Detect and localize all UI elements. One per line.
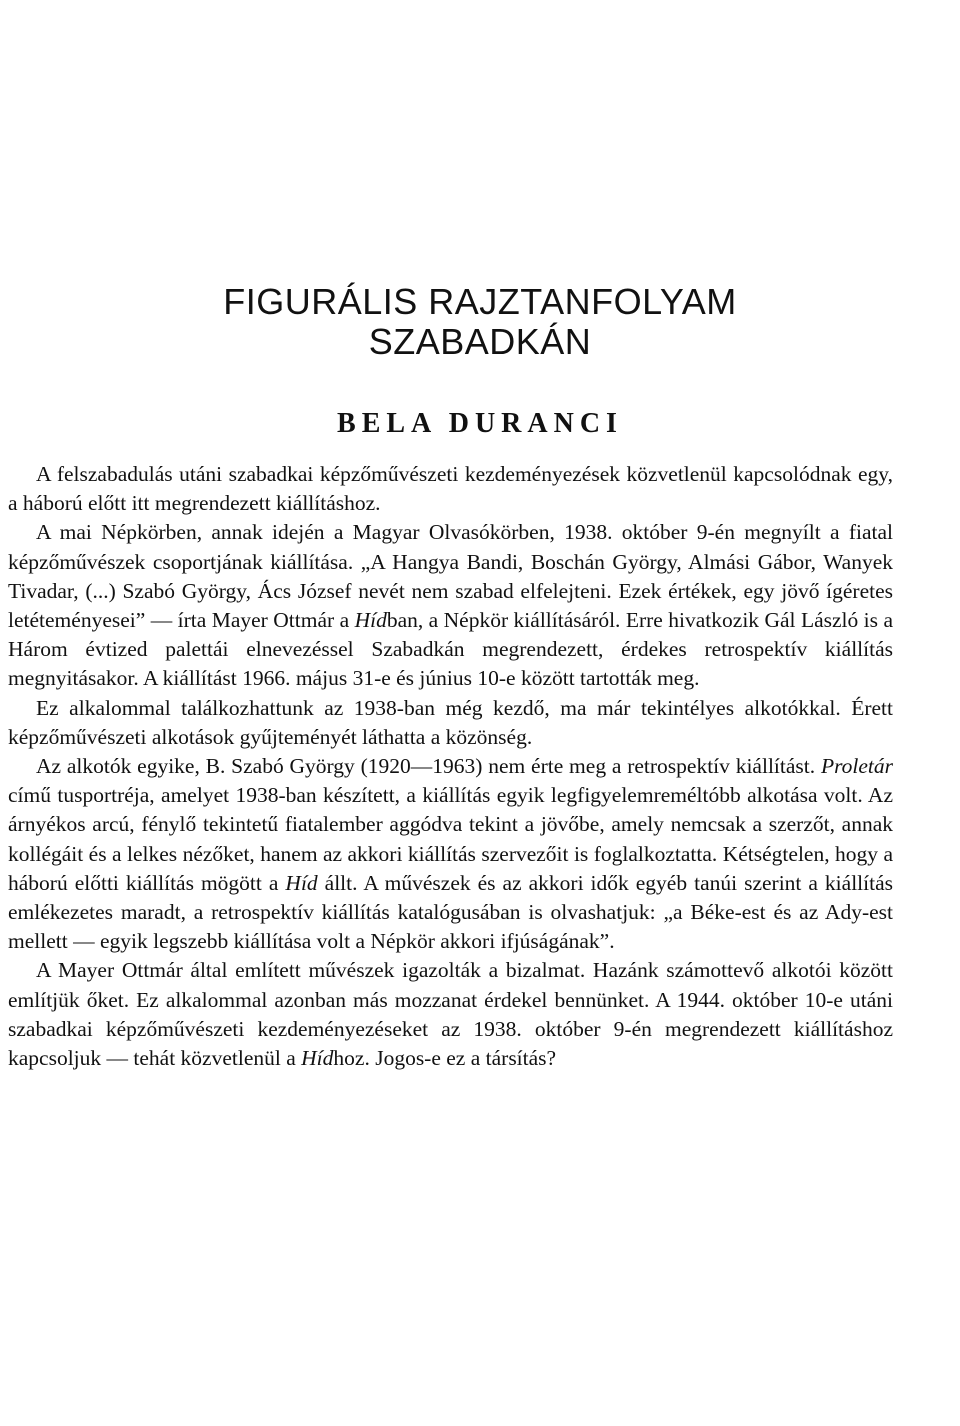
italic-text-run: Híd [301,1046,334,1071]
body-paragraph [8,518,893,693]
italic-text-run: Híd [354,608,387,633]
text-run: című tusportréja, amelyet 1938-ban készített, a kiállítás egyik legfigyelemreméltóbb alkotása volt. Az árnyékos arcú, fénylő tekintetű fiatalember aggódva tekint a jövőbe, amely nemcsak a szerzőt, annak kollégáit és a lelkes nézőket, hanem az akkori kiállítás szervezőit is foglalkoztatta. Kétségtelen, hogy a háború előtti kiállítás mögött a [8,783,893,895]
italic-text-run: Híd [285,870,318,895]
text-run: állt. A művészek és az akkori idők egyéb tanúi szerint a kiállítás emlékezetes maradt, a retrospektív kiállítás katalógusában is olvashatjuk: „a Béke-est és az Ady-est mellett — egyik legszebb kiállítása volt a Népkör akkori ifjúságának”. [8,870,894,954]
text-run: Ez alkalommal találkozhattunk az 1938-ban még kezdő, ma már tekintélyes alkotókkal. Érett képzőművészeti alkotások gyűjteményét láthatta a közönség. [8,695,893,749]
article-title-line-1: FIGURÁLIS RAJZTANFOLYAM [223,281,737,322]
article-body [8,460,893,1073]
text-run: A Mayer Ottmár által említett művészek igazolták a bizalmat. Hazánk számottevő alkotói között említjük őket. Ez alkalommal azonban más mozzanat érdekel bennünket. A 1944. október 10-e utáni szabadkai képzőművészeti kezdeményezéseket az 1938. október 9-én megrendezett kiállításhoz kapcsoljuk — tehát közvetlenül a [8,958,893,1071]
text-run: A mai Népkörben, annak idején a Magyar Olvasókörben, 1938. október 9-én megnyílt a fiatal képzőművészek csoportjának kiállítása. „A Hangya Bandi, Boschán György, Almási Gábor, Wanyek Tivadar, (...) Szabó György, Ács József nevét nem szabad elfelejteni. Ezek értékek, egy jövő ígéretes letéteményesei” — írta Mayer Ottmár a [8,520,893,633]
article-title-line-2: SZABADKÁN [368,321,592,362]
body-paragraph [8,460,893,518]
body-paragraph [8,956,893,1073]
body-paragraph [8,694,893,752]
italic-text-run: Proletár [820,754,893,779]
text-run: hoz. Jogos-e ez a társítás? [333,1046,557,1071]
article-author: BELA DURANCI [337,408,623,439]
text-run: Az alkotók egyike, B. Szabó György (1920—1963) nem érte meg a retrospektív kiállítást. [36,754,821,779]
text-run: A felszabadulás utáni szabadkai képzőművészeti kezdeményezések közvetlenül kapcsolódnak egy, a háború előtt itt megrendezett kiállításhoz. [8,462,893,516]
text-run: ban, a Népkör kiállításáról. Erre hivatkozik Gál László is a Három évtized palettái elnevezéssel Szabadkán megrendezett, érdekes retrospektív kiállítás megnyitásakor. A kiállítást 1966. május 31-e és június 10-e között tartották meg. [8,608,893,691]
body-paragraph [8,752,893,956]
